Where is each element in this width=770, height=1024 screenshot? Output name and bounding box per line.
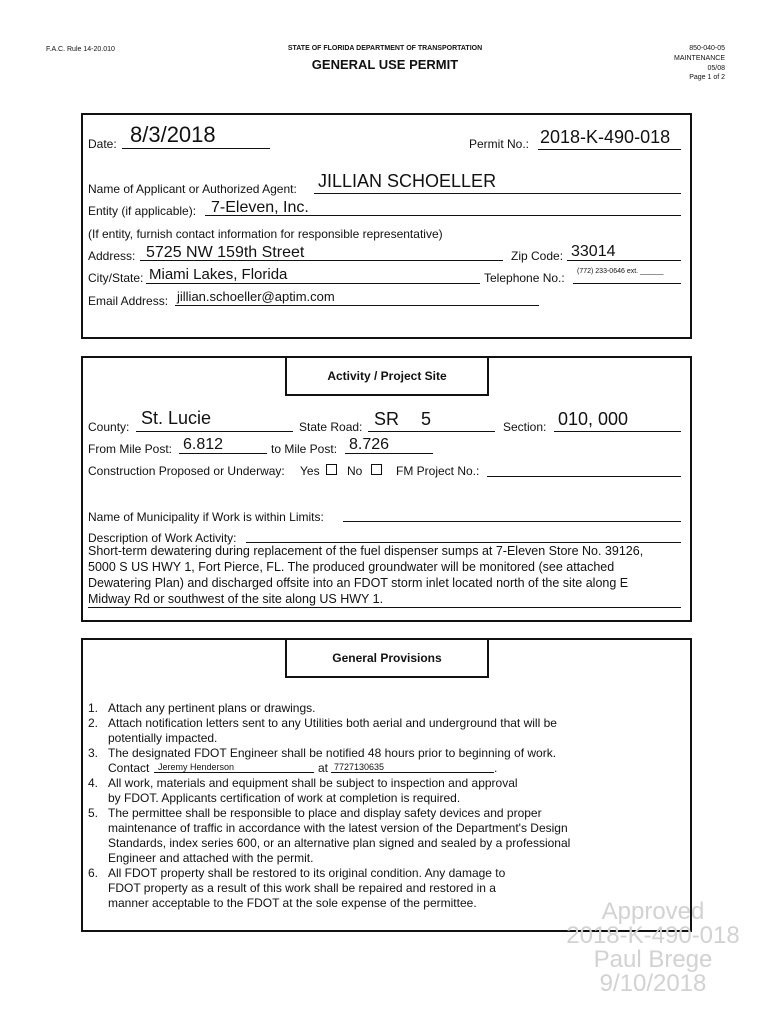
provision-number: 3.: [88, 746, 99, 760]
state-road-label: State Road:: [299, 420, 363, 434]
municipality-label: Name of Municipality if Work is within Limits:: [88, 510, 324, 524]
provision-text: Standards, index series 600, or an alternative plan signed and sealed by a professional: [108, 836, 571, 850]
description-line: Short-term dewatering during replacement of the fuel dispenser sumps at 7-Eleven Store No. 39126,: [88, 544, 644, 558]
contact-phone-line: [331, 772, 494, 773]
provision-text: FDOT property as a result of this work shall be repaired and restored in a: [108, 881, 496, 895]
form-revision: 05/08: [707, 65, 725, 72]
approval-stamp: [548, 900, 758, 996]
provision-number: 2.: [88, 716, 99, 730]
county-label: County:: [88, 420, 130, 434]
provision-text: potentially impacted.: [108, 731, 218, 745]
provision-text: The permittee shall be responsible to place and display safety devices and proper: [108, 806, 542, 820]
contact-phone-value[interactable]: 7727130635: [334, 762, 385, 772]
section-label: Section:: [503, 420, 547, 434]
city-value[interactable]: Miami Lakes, Florida: [149, 266, 288, 283]
address-value[interactable]: 5725 NW 159th Street: [146, 244, 305, 261]
state-road-value[interactable]: SR: [374, 409, 400, 429]
provision-text: Attach any pertinent plans or drawings.: [108, 701, 316, 715]
contact-name-line: [154, 772, 314, 773]
provision-text: All FDOT property shall be restored to its original condition. Any damage to: [108, 866, 506, 880]
contact-label: Contact: [108, 761, 150, 775]
description-line: Midway Rd or southwest of the site along US HWY 1.: [88, 592, 384, 606]
date-value[interactable]: 8/3/2018: [130, 122, 216, 147]
yes-label: Yes: [300, 464, 320, 478]
provision-number: 6.: [88, 866, 99, 880]
contact-name-value[interactable]: Jeremy Henderson: [158, 762, 235, 772]
fm-project-label: FM Project No.:: [396, 464, 480, 478]
agency-name: STATE OF FLORIDA DEPARTMENT OF TRANSPORTATION: [287, 45, 483, 52]
municipality-line: [343, 521, 681, 522]
county-value[interactable]: St. Lucie: [141, 408, 212, 428]
to-mile-post-value[interactable]: 8.726: [349, 436, 390, 453]
to-mile-post-label: to Mile Post:: [271, 442, 338, 456]
permit-no-label: Permit No.:: [469, 137, 530, 151]
no-label: No: [347, 464, 363, 478]
no-checkbox[interactable]: [371, 464, 382, 475]
zip-value[interactable]: 33014: [571, 243, 616, 260]
permit-no-line: [538, 149, 681, 150]
email-line: [175, 305, 539, 306]
phone-label: Telephone No.:: [484, 271, 565, 285]
state-road-number[interactable]: 5: [421, 409, 432, 429]
provision-text: The designated FDOT Engineer shall be notified 48 hours prior to beginning of work.: [108, 746, 557, 760]
city-line: [146, 283, 480, 284]
date-line: [122, 148, 270, 149]
stamp-line: Approved: [601, 898, 705, 925]
page-number: Page 1 of 2: [689, 74, 725, 81]
permit-no-value[interactable]: 2018-K-490-018: [540, 127, 671, 147]
section-value[interactable]: 010, 000: [558, 409, 629, 429]
county-line: [136, 431, 293, 432]
form-department: MAINTENANCE: [674, 55, 725, 62]
address-label: Address:: [88, 249, 136, 263]
description-bottom-line: [88, 607, 681, 608]
stamp-line: 9/10/2018: [599, 970, 707, 997]
applicant-name-value[interactable]: JILLIAN SCHOELLER: [318, 171, 497, 191]
state-road-line: [368, 431, 495, 432]
entity-value[interactable]: 7-Eleven, Inc.: [211, 199, 309, 216]
description-line: Dewatering Plan) and discharged offsite into an FDOT storm inlet located north of the site along E: [88, 576, 629, 590]
from-mile-post-value[interactable]: 6.812: [183, 436, 224, 453]
project-site-heading: Activity / Project Site: [285, 356, 489, 396]
section-line: [554, 431, 681, 432]
email-value[interactable]: jillian.schoeller@aptim.com: [177, 289, 335, 304]
provision-text: Engineer and attached with the permit.: [108, 851, 314, 865]
stamp-line: Paul Brege: [593, 946, 713, 973]
stamp-line: 2018-K-490-018: [566, 922, 740, 949]
applicant-name-label: Name of Applicant or Authorized Agent:: [88, 182, 297, 196]
provision-text: Attach notification letters sent to any Utilities both aerial and underground that will be: [108, 716, 557, 730]
fm-project-line: [487, 476, 681, 477]
provision-text: manner acceptable to the FDOT at the sole expense of the permittee.: [108, 896, 477, 910]
entity-label: Entity (if applicable):: [88, 204, 197, 218]
description-label: Description of Work Activity:: [88, 531, 237, 545]
zip-label: Zip Code:: [511, 249, 564, 263]
page-title: GENERAL USE PERMIT: [311, 57, 459, 72]
rule-reference: F.A.C. Rule 14-20.010: [46, 46, 115, 53]
form-number: 850-040-05: [689, 45, 725, 52]
contact-end: .: [494, 761, 498, 775]
provision-number: 4.: [88, 776, 99, 790]
provision-number: 1.: [88, 701, 99, 715]
provision-text: All work, materials and equipment shall be subject to inspection and approval: [108, 776, 518, 790]
yes-checkbox[interactable]: [326, 464, 337, 475]
description-line: 5000 S US HWY 1, Fort Pierce, FL. The produced groundwater will be monitored (see attached: [88, 560, 615, 574]
phone-line: [573, 283, 681, 284]
construction-label: Construction Proposed or Underway:: [88, 464, 285, 478]
entity-note: (If entity, furnish contact information for responsible representative): [88, 227, 443, 241]
general-provisions-heading: General Provisions: [285, 638, 489, 678]
applicant-name-line: [314, 193, 681, 194]
date-label: Date:: [88, 137, 117, 151]
email-label: Email Address:: [88, 294, 169, 308]
provision-text: maintenance of traffic in accordance with the latest version of the Department's Design: [108, 821, 568, 835]
from-mile-post-label: From Mile Post:: [88, 442, 173, 456]
provision-text: by FDOT. Applicants certification of work at completion is required.: [108, 791, 461, 805]
provision-number: 5.: [88, 806, 99, 820]
phone-value[interactable]: (772) 233-0646 ext. ______: [577, 268, 664, 275]
description-text[interactable]: [88, 543, 643, 607]
city-label: City/State:: [88, 271, 144, 285]
at-label: at: [318, 761, 329, 775]
